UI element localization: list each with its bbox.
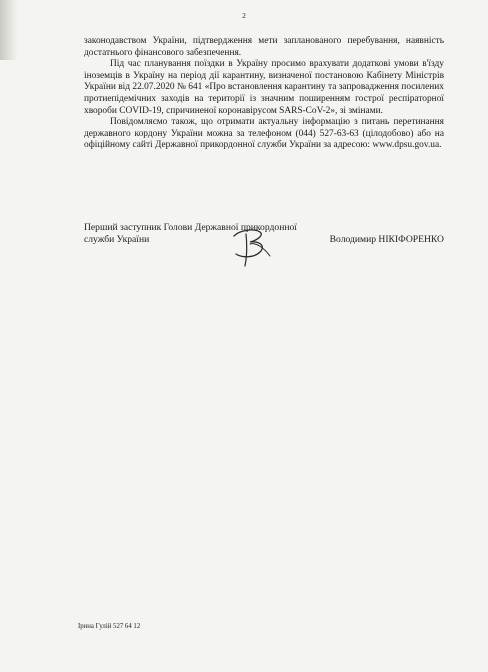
handwritten-signature bbox=[220, 222, 280, 270]
signatory-title-line-2: служби України bbox=[84, 234, 150, 245]
page-number: 2 bbox=[242, 11, 246, 20]
scan-edge-shadow bbox=[0, 0, 18, 60]
signatory-title-line-1: Перший заступник Голови Державної прикордонної bbox=[84, 222, 297, 233]
letter-body bbox=[84, 36, 444, 152]
signatory-name: Володимир НІКІФОРЕНКО bbox=[329, 234, 444, 245]
executor-note: Ірина Гулій 527 64 12 bbox=[78, 623, 141, 630]
paragraph-2: Під час планування поїздки в Україну просимо врахувати додаткові умови в'їзду іноземців в Україну на період дії карантину, визначеної постановою Кабінету Міністрів України від 22.07.2020 № 641 «Про встановлення карантину та запровадження посилених протиепідемічних заходів на території із значним поширенням гострої респіраторної хвороби COVID-19, спричиненої коронавірусом SARS-CoV-2», зі змінами. bbox=[84, 59, 444, 116]
paragraph-3: Повідомляємо також, що отримати актуальну інформацію з питань перетинання державного кордону України можна за телефоном (044) 527-63-63 (цілодобово) або на офіційному сайті Державної прикордонної служби України за адресою: www.dpsu.gov.ua. bbox=[84, 117, 444, 151]
signatory-title bbox=[84, 222, 344, 246]
paragraph-1: законодавством України, підтвердження мети запланованого перебування, наявність достатнього фінансового забезпечення. bbox=[84, 36, 444, 58]
